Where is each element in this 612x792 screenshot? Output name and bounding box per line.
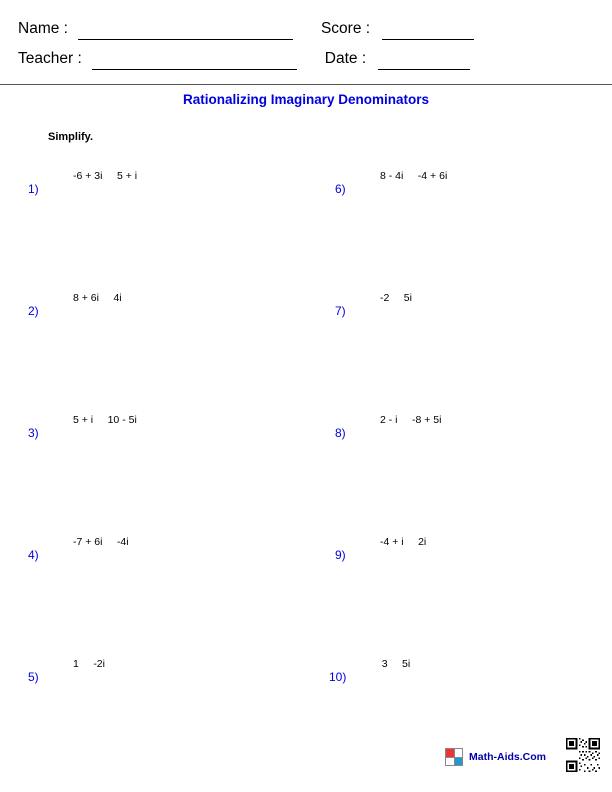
fraction-numerator: -7 + 6i bbox=[73, 536, 103, 548]
problem-number: 6) bbox=[335, 182, 346, 196]
date-input[interactable] bbox=[378, 53, 470, 70]
header-row-name bbox=[18, 10, 594, 40]
header-row-teacher bbox=[18, 40, 594, 70]
problem-number: 1) bbox=[28, 182, 39, 196]
problem-number: 9) bbox=[335, 548, 346, 562]
problem-item bbox=[335, 526, 585, 648]
problem-number: 5) bbox=[28, 670, 39, 684]
brand-link[interactable] bbox=[445, 748, 546, 766]
qr-code-icon bbox=[566, 738, 600, 772]
fraction-denominator: 2i bbox=[418, 536, 427, 548]
fraction-numerator: -2 bbox=[380, 292, 390, 304]
worksheet-footer bbox=[0, 734, 612, 774]
fraction-denominator: 5 + i bbox=[116, 170, 138, 182]
problem-item bbox=[28, 526, 298, 648]
fraction bbox=[375, 532, 431, 550]
problem-item bbox=[28, 282, 298, 404]
fraction-numerator: -4 + i bbox=[380, 536, 404, 548]
problem-item bbox=[335, 404, 585, 526]
problem-number: 10) bbox=[329, 670, 347, 684]
fraction-denominator: -2i bbox=[93, 658, 105, 670]
problem-item bbox=[28, 160, 298, 282]
instruction-text: Simplify. bbox=[48, 131, 94, 143]
problem-number: 4) bbox=[28, 548, 39, 562]
fraction-numerator: 5 + i bbox=[73, 414, 94, 426]
fraction bbox=[68, 532, 134, 550]
fraction bbox=[68, 166, 142, 184]
name-label: Name : bbox=[18, 20, 68, 37]
fraction-denominator: -4 + 6i bbox=[417, 170, 448, 182]
problem-item bbox=[335, 282, 585, 404]
problem-item bbox=[335, 160, 585, 282]
worksheet-header bbox=[0, 0, 612, 84]
fraction-denominator: 4i bbox=[113, 292, 122, 304]
fraction bbox=[375, 654, 417, 672]
fraction bbox=[68, 288, 127, 306]
problem-column-right bbox=[329, 160, 585, 770]
fraction-numerator: 8 + 6i bbox=[73, 292, 99, 304]
problem-number: 3) bbox=[28, 426, 39, 440]
fraction-denominator: 5i bbox=[402, 658, 411, 670]
fraction bbox=[68, 410, 142, 428]
fraction-numerator: 3 bbox=[381, 658, 388, 670]
problem-number: 8) bbox=[335, 426, 346, 440]
math-aids-logo-icon bbox=[445, 748, 463, 766]
header-divider bbox=[0, 84, 612, 85]
fraction bbox=[68, 654, 110, 672]
name-input[interactable] bbox=[78, 23, 293, 40]
teacher-label: Teacher : bbox=[18, 50, 82, 67]
fraction-denominator: -8 + 5i bbox=[411, 414, 442, 426]
fraction-denominator: 5i bbox=[403, 292, 412, 304]
teacher-input[interactable] bbox=[92, 53, 297, 70]
brand-label: Math-Aids.Com bbox=[469, 751, 546, 763]
problem-item bbox=[28, 404, 298, 526]
fraction bbox=[375, 166, 452, 184]
score-label: Score : bbox=[320, 20, 371, 37]
fraction-numerator: 8 - 4i bbox=[380, 170, 404, 182]
fraction-denominator: 10 - 5i bbox=[107, 414, 137, 426]
fraction-denominator: -4i bbox=[116, 536, 129, 548]
score-input[interactable] bbox=[382, 23, 474, 40]
fraction-numerator: 1 bbox=[73, 658, 79, 670]
page-title: Rationalizing Imaginary Denominators bbox=[182, 92, 430, 107]
fraction-numerator: 2 - i bbox=[380, 414, 398, 426]
fraction-numerator: -6 + 3i bbox=[73, 170, 103, 182]
problem-number: 7) bbox=[335, 304, 346, 318]
fraction bbox=[375, 410, 446, 428]
problem-number: 2) bbox=[28, 304, 39, 318]
date-label: Date : bbox=[324, 50, 367, 67]
problem-column-left bbox=[28, 160, 298, 770]
fraction bbox=[375, 288, 417, 306]
